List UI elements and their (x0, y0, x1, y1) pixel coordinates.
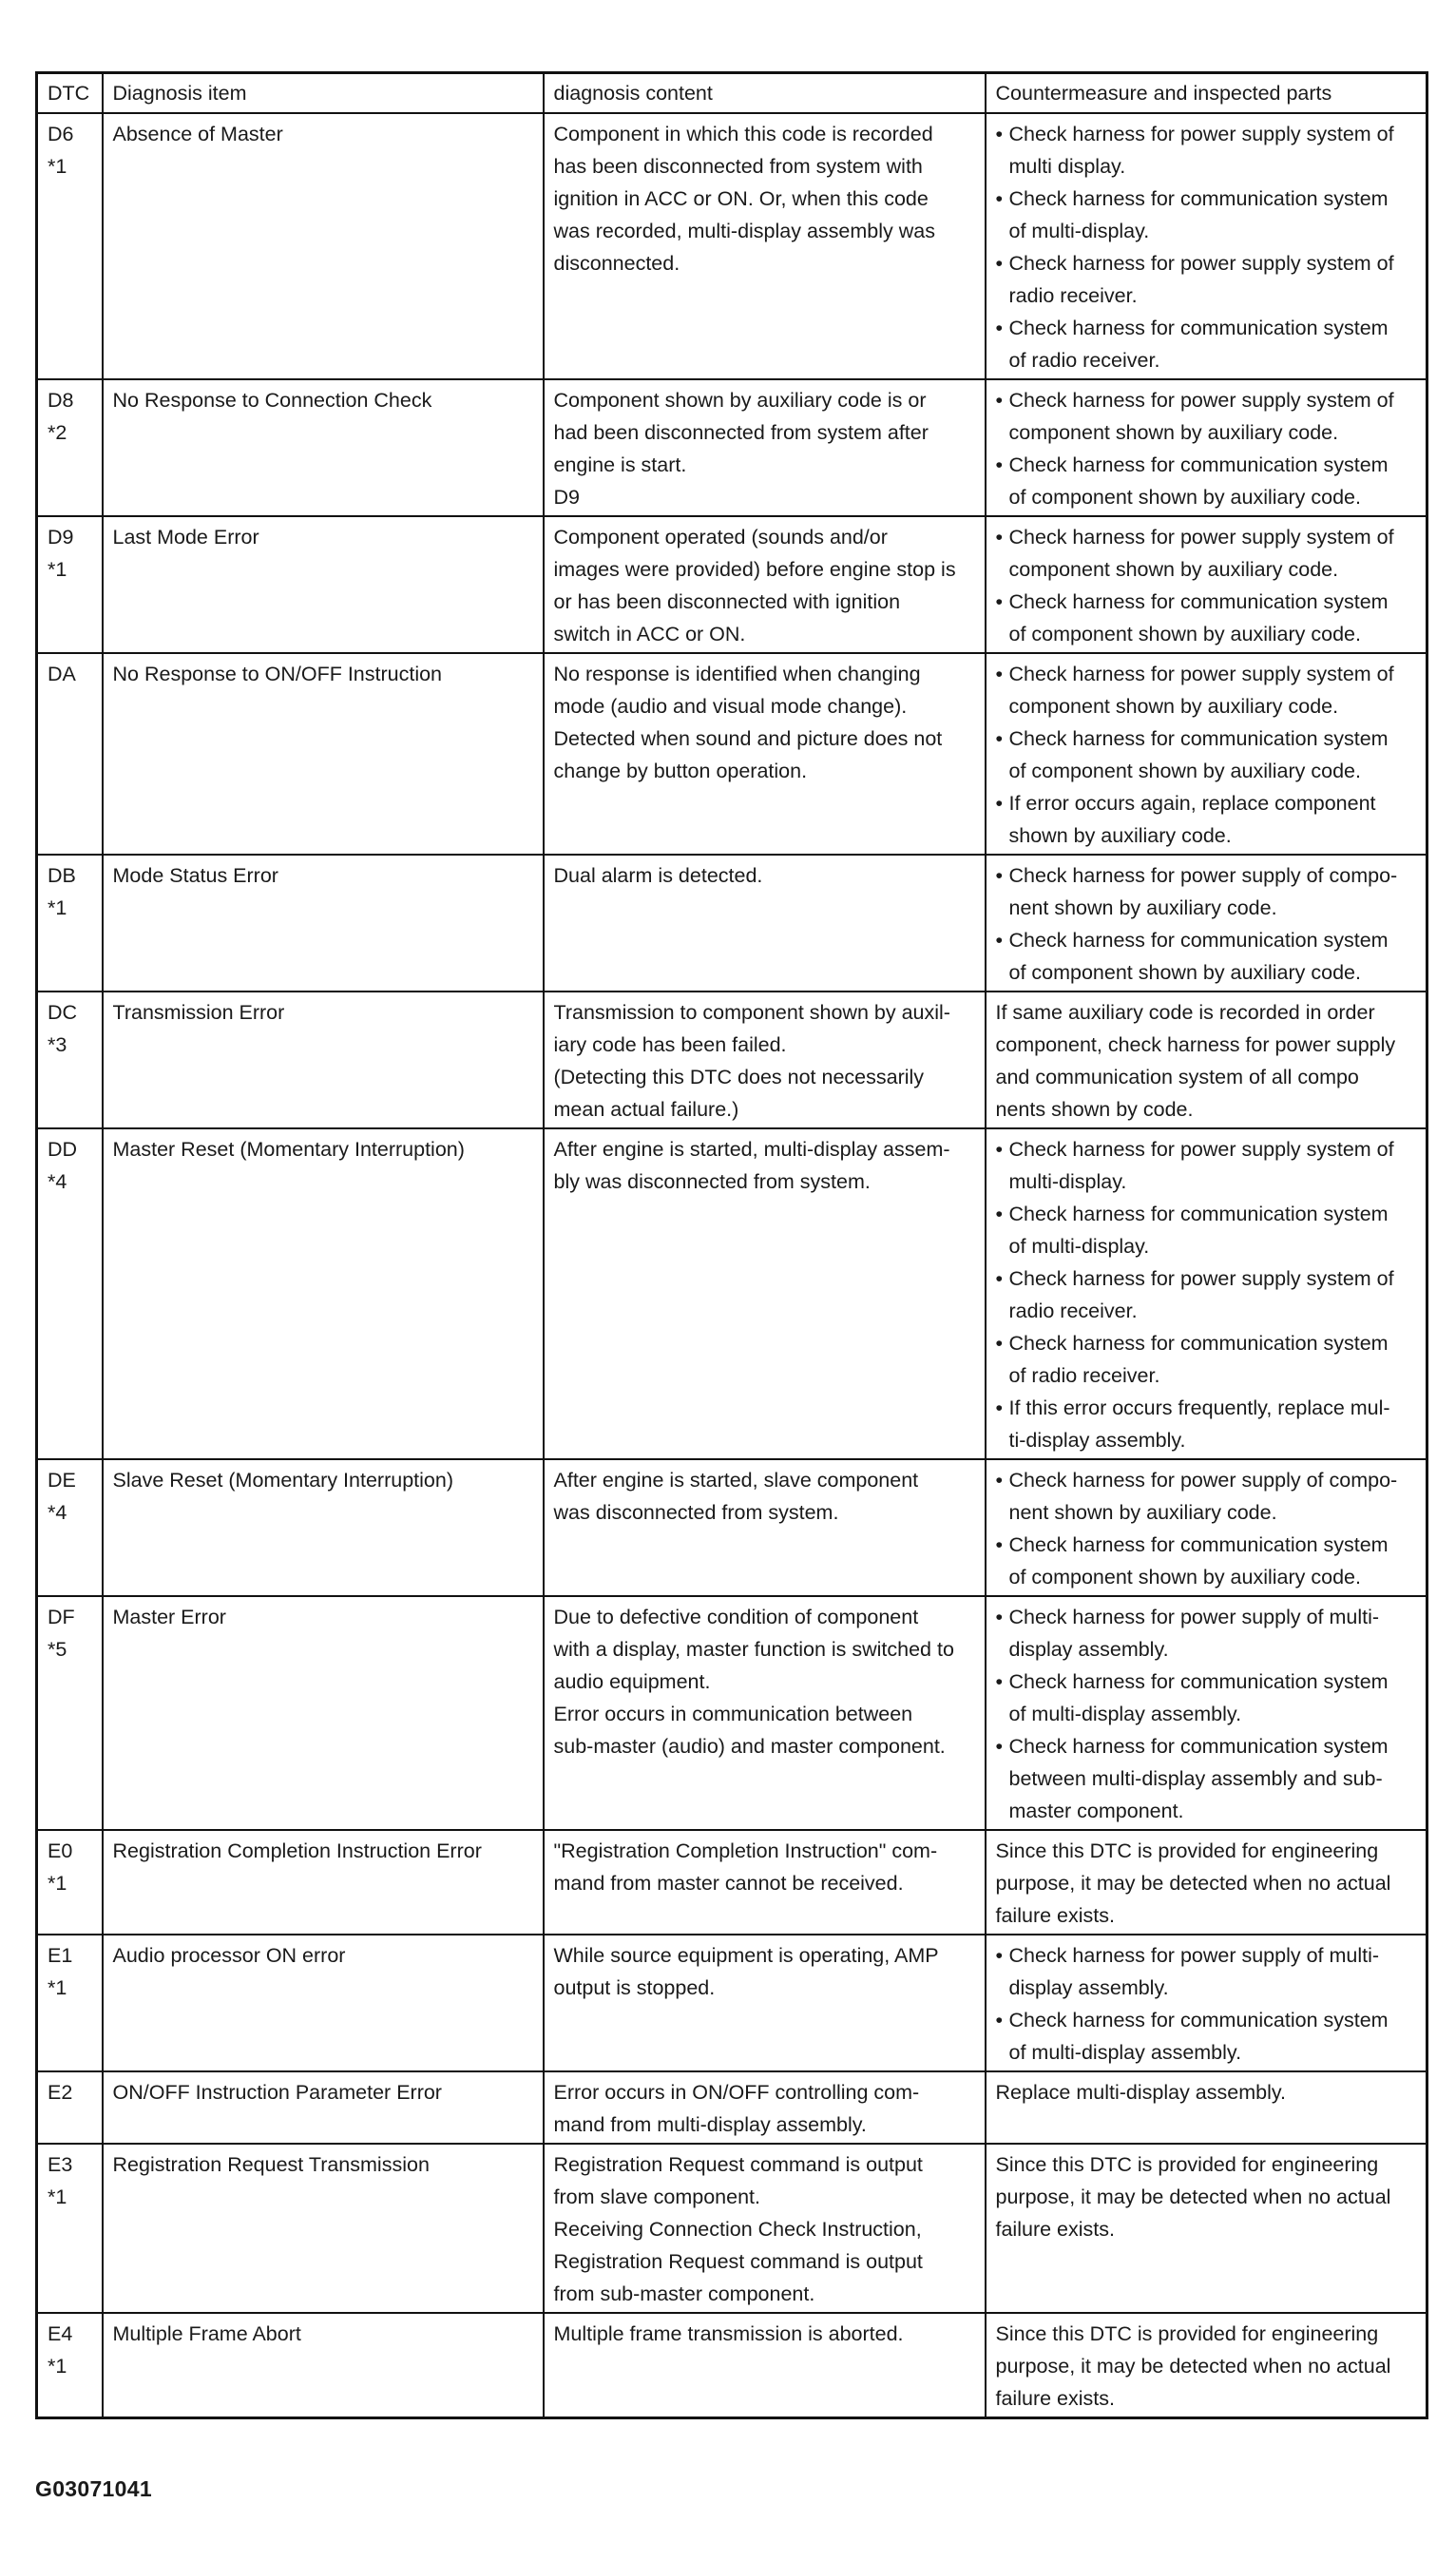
countermeasure-item (996, 586, 1417, 650)
countermeasure-list (996, 658, 1417, 852)
diagnosis-item-cell (103, 992, 544, 1128)
diagnosis-content-line: mode (audio and visual mode change). (553, 695, 908, 718)
table-row (37, 113, 1427, 379)
header-diagnosis-content: diagnosis content (544, 73, 986, 114)
countermeasure-item (996, 247, 1417, 312)
diagnosis-item: Master Error (112, 1606, 226, 1628)
countermeasure-item (996, 521, 1417, 586)
countermeasure-cell (986, 2071, 1427, 2144)
diagnosis-item-cell (103, 2071, 544, 2144)
diagnosis-item-cell (103, 855, 544, 992)
countermeasure-line: of component shown by auxiliary code. (1008, 486, 1361, 509)
diagnosis-content-line: with a display, master function is switched to (553, 1638, 954, 1661)
countermeasure-line: display assembly. (1008, 1976, 1169, 1999)
countermeasure-line: • Check harness for communication system (1008, 1332, 1389, 1355)
table-row (37, 992, 1427, 1128)
header-row (37, 73, 1427, 114)
countermeasure-line: • Check harness for communication system (1008, 727, 1389, 750)
diagnosis-content-cell (544, 113, 986, 379)
dtc-code-cell (37, 113, 103, 379)
countermeasure-line: • If error occurs again, replace component (1008, 792, 1376, 815)
dtc-code-cell (37, 1830, 103, 1935)
table-row (37, 653, 1427, 855)
diagnosis-content-cell (544, 992, 986, 1128)
diagnosis-item-cell (103, 516, 544, 653)
countermeasure-item (996, 1730, 1417, 1827)
countermeasure-line: radio receiver. (1008, 1300, 1138, 1322)
dtc-code-cell (37, 2071, 103, 2144)
countermeasure-cell (986, 1596, 1427, 1830)
countermeasure-line: Since this DTC is provided for engineering (995, 2322, 1379, 2345)
diagnosis-content-line: After engine is started, slave component (553, 1469, 919, 1492)
countermeasure-line: • Check harness for communication system (1008, 590, 1389, 613)
countermeasure-line: failure exists. (995, 2387, 1115, 2410)
countermeasure-item (996, 859, 1417, 924)
diagnosis-item-cell (103, 1128, 544, 1459)
countermeasure-line: multi display. (1008, 155, 1126, 178)
diagnosis-item-cell (103, 1459, 544, 1596)
diagnosis-content-cell (544, 2071, 986, 2144)
table-body (37, 113, 1427, 2418)
countermeasure-line: of radio receiver. (1008, 1364, 1160, 1387)
dtc-note-ref: *4 (48, 1501, 67, 1524)
countermeasure-item (996, 2004, 1417, 2069)
diagnosis-content-cell (544, 1830, 986, 1935)
countermeasure-list (996, 1939, 1417, 2069)
diagnosis-item-cell (103, 1596, 544, 1830)
diagnosis-content-line: mand from multi-display assembly. (553, 2113, 867, 2136)
diagnosis-content-cell (544, 1128, 986, 1459)
countermeasure-cell (986, 992, 1427, 1128)
countermeasure-item (996, 312, 1417, 376)
dtc-code-cell (37, 1596, 103, 1830)
dtc-code-cell (37, 1128, 103, 1459)
table-row (37, 2313, 1427, 2418)
diagnosis-content-line: Due to defective condition of component (553, 1606, 919, 1628)
diagnosis-content-line: images were provided) before engine stop is (553, 558, 956, 581)
diagnosis-content-line: Registration Request command is output (553, 2153, 923, 2176)
table-header (37, 73, 1427, 114)
countermeasure-list (996, 1601, 1417, 1827)
table-row (37, 1128, 1427, 1459)
diagnosis-item-cell (103, 653, 544, 855)
countermeasure-line: • If this error occurs frequently, replace mul- (1008, 1396, 1390, 1419)
countermeasure-line: of component shown by auxiliary code. (1008, 961, 1361, 984)
diagnosis-item: Absence of Master (112, 123, 283, 145)
diagnosis-content-line: disconnected. (553, 252, 680, 275)
countermeasure-line: Since this DTC is provided for engineering (995, 1839, 1379, 1862)
diagnosis-content-line: "Registration Completion Instruction" com- (553, 1839, 938, 1862)
diagnosis-content-line: Receiving Connection Check Instruction, (553, 2218, 922, 2241)
countermeasure-line: • Check harness for power supply system of (1008, 389, 1394, 412)
countermeasure-line: • Check harness for communication system (1008, 317, 1389, 339)
countermeasure-line: purpose, it may be detected when no actual (995, 2186, 1391, 2208)
countermeasure-line: Replace multi-display assembly. (995, 2081, 1286, 2104)
dtc-code: DE (48, 1469, 76, 1492)
dtc-note-ref: *4 (48, 1170, 67, 1193)
diagnosis-content-line: No response is identified when changing (553, 663, 921, 685)
diagnosis-content-line: audio equipment. (553, 1670, 711, 1693)
diagnosis-item: Mode Status Error (112, 864, 278, 887)
countermeasure-line: purpose, it may be detected when no actual (995, 2355, 1391, 2378)
table-row (37, 1935, 1427, 2071)
diagnosis-content-line: mean actual failure.) (553, 1098, 739, 1121)
diagnosis-content-line: from sub-master component. (553, 2282, 815, 2305)
countermeasure-line: • Check harness for power supply of multi- (1008, 1606, 1380, 1628)
diagnosis-item-cell (103, 113, 544, 379)
countermeasure-list (996, 859, 1417, 989)
countermeasure-item (996, 183, 1417, 247)
countermeasure-item (996, 1529, 1417, 1593)
countermeasure-line: • Check harness for communication system (1008, 453, 1389, 476)
dtc-code: E1 (48, 1944, 73, 1967)
dtc-code-cell (37, 1459, 103, 1596)
diagnosis-content-line: has been disconnected from system with (553, 155, 923, 178)
countermeasure-item (996, 1198, 1417, 1262)
diagnosis-content-cell (544, 516, 986, 653)
countermeasure-cell (986, 516, 1427, 653)
dtc-note-ref: *1 (48, 155, 67, 178)
countermeasure-item (996, 1133, 1417, 1198)
dtc-note-ref: *1 (48, 1872, 67, 1895)
countermeasure-line: • Check harness for communication system (1008, 1670, 1389, 1693)
countermeasure-cell (986, 1459, 1427, 1596)
diagnosis-content-cell (544, 1459, 986, 1596)
diagnosis-item: Registration Completion Instruction Error (112, 1839, 482, 1862)
diagnosis-content-cell (544, 2313, 986, 2418)
countermeasure-item (996, 1392, 1417, 1456)
diagnosis-content-line: was recorded, multi-display assembly was (553, 220, 935, 242)
diagnosis-content-line: bly was disconnected from system. (553, 1170, 871, 1193)
countermeasure-cell (986, 653, 1427, 855)
dtc-note-ref: *1 (48, 896, 67, 919)
countermeasure-item (996, 1327, 1417, 1392)
diagnosis-item: Audio processor ON error (112, 1944, 346, 1967)
countermeasure-line: nent shown by auxiliary code. (1008, 896, 1277, 919)
countermeasure-item (996, 118, 1417, 183)
countermeasure-cell (986, 379, 1427, 516)
diagnosis-item-cell (103, 1830, 544, 1935)
countermeasure-item (996, 924, 1417, 989)
diagnosis-content-line: Registration Request command is output (553, 2250, 923, 2273)
diagnosis-content-line: output is stopped. (553, 1976, 716, 1999)
dtc-code-cell (37, 516, 103, 653)
countermeasure-list (996, 118, 1417, 376)
countermeasure-list (996, 1464, 1417, 1593)
countermeasure-item (996, 449, 1417, 513)
dtc-code-cell (37, 2144, 103, 2313)
diagnosis-content-line: Multiple frame transmission is aborted. (553, 2322, 904, 2345)
diagnosis-content-line: or has been disconnected with ignition (553, 590, 901, 613)
countermeasure-line: component shown by auxiliary code. (1008, 421, 1339, 444)
dtc-code: E0 (48, 1839, 73, 1862)
countermeasure-line: Since this DTC is provided for engineering (995, 2153, 1379, 2176)
diagnosis-content-line: Component shown by auxiliary code is or (553, 389, 927, 412)
countermeasure-line: display assembly. (1008, 1638, 1169, 1661)
countermeasure-line: of component shown by auxiliary code. (1008, 623, 1361, 645)
dtc-note-ref: *3 (48, 1033, 67, 1056)
countermeasure-list (996, 384, 1417, 513)
countermeasure-line: of multi-display assembly. (1008, 2041, 1242, 2064)
table-row (37, 2071, 1427, 2144)
diagnosis-content-line: After engine is started, multi-display assem- (553, 1138, 950, 1161)
dtc-code: DF (48, 1606, 75, 1628)
countermeasure-item (996, 787, 1417, 852)
countermeasure-line: • Check harness for power supply system of (1008, 1138, 1394, 1161)
diagnosis-item: Transmission Error (112, 1001, 285, 1024)
diagnosis-content-line: from slave component. (553, 2186, 760, 2208)
countermeasure-line: • Check harness for communication system (1008, 1203, 1389, 1225)
countermeasure-line: • Check harness for communication system (1008, 187, 1389, 210)
table-row (37, 1830, 1427, 1935)
countermeasure-line: component, check harness for power supply (995, 1033, 1396, 1056)
diagnosis-item: ON/OFF Instruction Parameter Error (112, 2081, 442, 2104)
countermeasure-item (996, 1601, 1417, 1666)
diagnosis-item: Last Mode Error (112, 526, 259, 549)
table-row (37, 855, 1427, 992)
dtc-code-cell (37, 855, 103, 992)
dtc-code: D9 (48, 526, 74, 549)
dtc-note-ref: *1 (48, 2355, 67, 2378)
table-row (37, 1459, 1427, 1596)
countermeasure-line: • Check harness for communication system (1008, 2009, 1389, 2031)
countermeasure-item (996, 384, 1417, 449)
diagnosis-item: Multiple Frame Abort (112, 2322, 301, 2345)
countermeasure-line: nent shown by auxiliary code. (1008, 1501, 1277, 1524)
countermeasure-line: • Check harness for power supply system of (1008, 1267, 1394, 1290)
figure-id: G03071041 (35, 2476, 152, 2501)
countermeasure-line: purpose, it may be detected when no actual (995, 1872, 1391, 1895)
diagnosis-item: Slave Reset (Momentary Interruption) (112, 1469, 453, 1492)
table-row (37, 379, 1427, 516)
countermeasure-line: • Check harness for power supply system of (1008, 526, 1394, 549)
diagnosis-item-cell (103, 1935, 544, 2071)
diagnosis-content-line: change by button operation. (553, 760, 808, 782)
countermeasure-line: • Check harness for power supply system of (1008, 663, 1394, 685)
countermeasure-line: • Check harness for power supply of compo- (1008, 1469, 1398, 1492)
dtc-code-cell (37, 379, 103, 516)
countermeasure-line: failure exists. (995, 1904, 1115, 1927)
countermeasure-cell (986, 1128, 1427, 1459)
diagnosis-content-line: iary code has been failed. (553, 1033, 787, 1056)
dtc-code-cell (37, 653, 103, 855)
table-row (37, 516, 1427, 653)
dtc-code: DA (48, 663, 76, 685)
countermeasure-cell (986, 113, 1427, 379)
countermeasure-line: If same auxiliary code is recorded in order (995, 1001, 1375, 1024)
header-diagnosis-item: Diagnosis item (103, 73, 544, 114)
table-row (37, 1596, 1427, 1830)
diagnosis-content-line: ignition in ACC or ON. Or, when this code (553, 187, 929, 210)
countermeasure-line: • Check harness for communication system (1008, 929, 1389, 952)
countermeasure-line: multi-display. (1008, 1170, 1127, 1193)
countermeasure-line: master component. (1008, 1800, 1184, 1822)
countermeasure-list (996, 1133, 1417, 1456)
dtc-note-ref: *5 (48, 1638, 67, 1661)
countermeasure-line: of radio receiver. (1008, 349, 1160, 372)
dtc-code-cell (37, 2313, 103, 2418)
dtc-code: DB (48, 864, 76, 887)
countermeasure-line: of multi-display. (1008, 1235, 1150, 1258)
countermeasure-cell (986, 855, 1427, 992)
diagnosis-item: Registration Request Transmission (112, 2153, 430, 2176)
diagnosis-content-line: Component in which this code is recorded (553, 123, 933, 145)
countermeasure-item (996, 1464, 1417, 1529)
countermeasure-item (996, 1262, 1417, 1327)
countermeasure-line: nents shown by code. (995, 1098, 1194, 1121)
diagnosis-item-cell (103, 2313, 544, 2418)
dtc-code: DD (48, 1138, 78, 1161)
dtc-code: D8 (48, 389, 74, 412)
countermeasure-cell (986, 2144, 1427, 2313)
countermeasure-line: component shown by auxiliary code. (1008, 695, 1339, 718)
diagnosis-content-line: had been disconnected from system after (553, 421, 929, 444)
dtc-note-ref: *1 (48, 558, 67, 581)
diagnosis-content-line: switch in ACC or ON. (553, 623, 746, 645)
dtc-note-ref: *2 (48, 421, 67, 444)
dtc-code: D6 (48, 123, 74, 145)
countermeasure-line: and communication system of all compo (995, 1066, 1359, 1088)
countermeasure-line: failure exists. (995, 2218, 1115, 2241)
countermeasure-line: ti-display assembly. (1008, 1429, 1186, 1452)
dtc-note-ref: *1 (48, 2186, 67, 2208)
countermeasure-line: • Check harness for power supply of multi- (1008, 1944, 1380, 1967)
diagnosis-item: No Response to ON/OFF Instruction (112, 663, 443, 685)
countermeasure-line: of component shown by auxiliary code. (1008, 1566, 1361, 1589)
dtc-code: E4 (48, 2322, 73, 2345)
dtc-note-ref: *1 (48, 1976, 67, 1999)
diagnosis-content-cell (544, 379, 986, 516)
countermeasure-cell (986, 1830, 1427, 1935)
diagnosis-content-line: mand from master cannot be received. (553, 1872, 904, 1895)
dtc-code: E2 (48, 2081, 73, 2104)
countermeasure-list (996, 521, 1417, 650)
diagnosis-content-line: Component operated (sounds and/or (553, 526, 888, 549)
countermeasure-item (996, 1666, 1417, 1730)
diagnosis-content-line: was disconnected from system. (553, 1501, 839, 1524)
diagnosis-item-cell (103, 379, 544, 516)
table-row (37, 2144, 1427, 2313)
dtc-code-cell (37, 1935, 103, 2071)
dtc-table (35, 71, 1428, 2419)
countermeasure-line: radio receiver. (1008, 284, 1138, 307)
diagnosis-item: No Response to Connection Check (112, 389, 432, 412)
countermeasure-line: • Check harness for communication system (1008, 1735, 1389, 1758)
countermeasure-line: • Check harness for power supply system of (1008, 123, 1394, 145)
diagnosis-content-line: sub-master (audio) and master component. (553, 1735, 946, 1758)
countermeasure-line: between multi-display assembly and sub- (1008, 1767, 1383, 1790)
diagnosis-content-line: engine is start. (553, 453, 687, 476)
diagnosis-content-line: Transmission to component shown by auxil- (553, 1001, 950, 1024)
countermeasure-item (996, 722, 1417, 787)
diagnosis-content-cell (544, 653, 986, 855)
diagnosis-content-cell (544, 2144, 986, 2313)
countermeasure-cell (986, 1935, 1427, 2071)
diagnosis-content-line: While source equipment is operating, AMP (553, 1944, 939, 1967)
diagnosis-content-line: Detected when sound and picture does not (553, 727, 943, 750)
dtc-code: DC (48, 1001, 78, 1024)
countermeasure-line: • Check harness for power supply of compo- (1008, 864, 1398, 887)
countermeasure-line: shown by auxiliary code. (1008, 824, 1232, 847)
dtc-code-cell (37, 992, 103, 1128)
countermeasure-item (996, 1939, 1417, 2004)
diagnosis-content-line: Error occurs in ON/OFF controlling com- (553, 2081, 920, 2104)
countermeasure-cell (986, 2313, 1427, 2418)
countermeasure-line: component shown by auxiliary code. (1008, 558, 1339, 581)
diagnosis-content-cell (544, 855, 986, 992)
diagnosis-content-cell (544, 1935, 986, 2071)
dtc-code: E3 (48, 2153, 73, 2176)
diagnosis-content-cell (544, 1596, 986, 1830)
countermeasure-line: • Check harness for power supply system of (1008, 252, 1394, 275)
countermeasure-line: of multi-display. (1008, 220, 1150, 242)
diagnosis-content-line: Error occurs in communication between (553, 1703, 913, 1725)
diagnosis-content-line: D9 (553, 486, 580, 509)
countermeasure-line: of component shown by auxiliary code. (1008, 760, 1361, 782)
header-countermeasure: Countermeasure and inspected parts (986, 73, 1427, 114)
header-dtc: DTC (37, 73, 103, 114)
countermeasure-line: of multi-display assembly. (1008, 1703, 1242, 1725)
countermeasure-line: • Check harness for communication system (1008, 1533, 1389, 1556)
diagnosis-item: Master Reset (Momentary Interruption) (112, 1138, 465, 1161)
countermeasure-item (996, 658, 1417, 722)
diagnosis-item-cell (103, 2144, 544, 2313)
diagnosis-content-line: (Detecting this DTC does not necessarily (553, 1066, 925, 1088)
diagnosis-content-line: Dual alarm is detected. (553, 864, 763, 887)
